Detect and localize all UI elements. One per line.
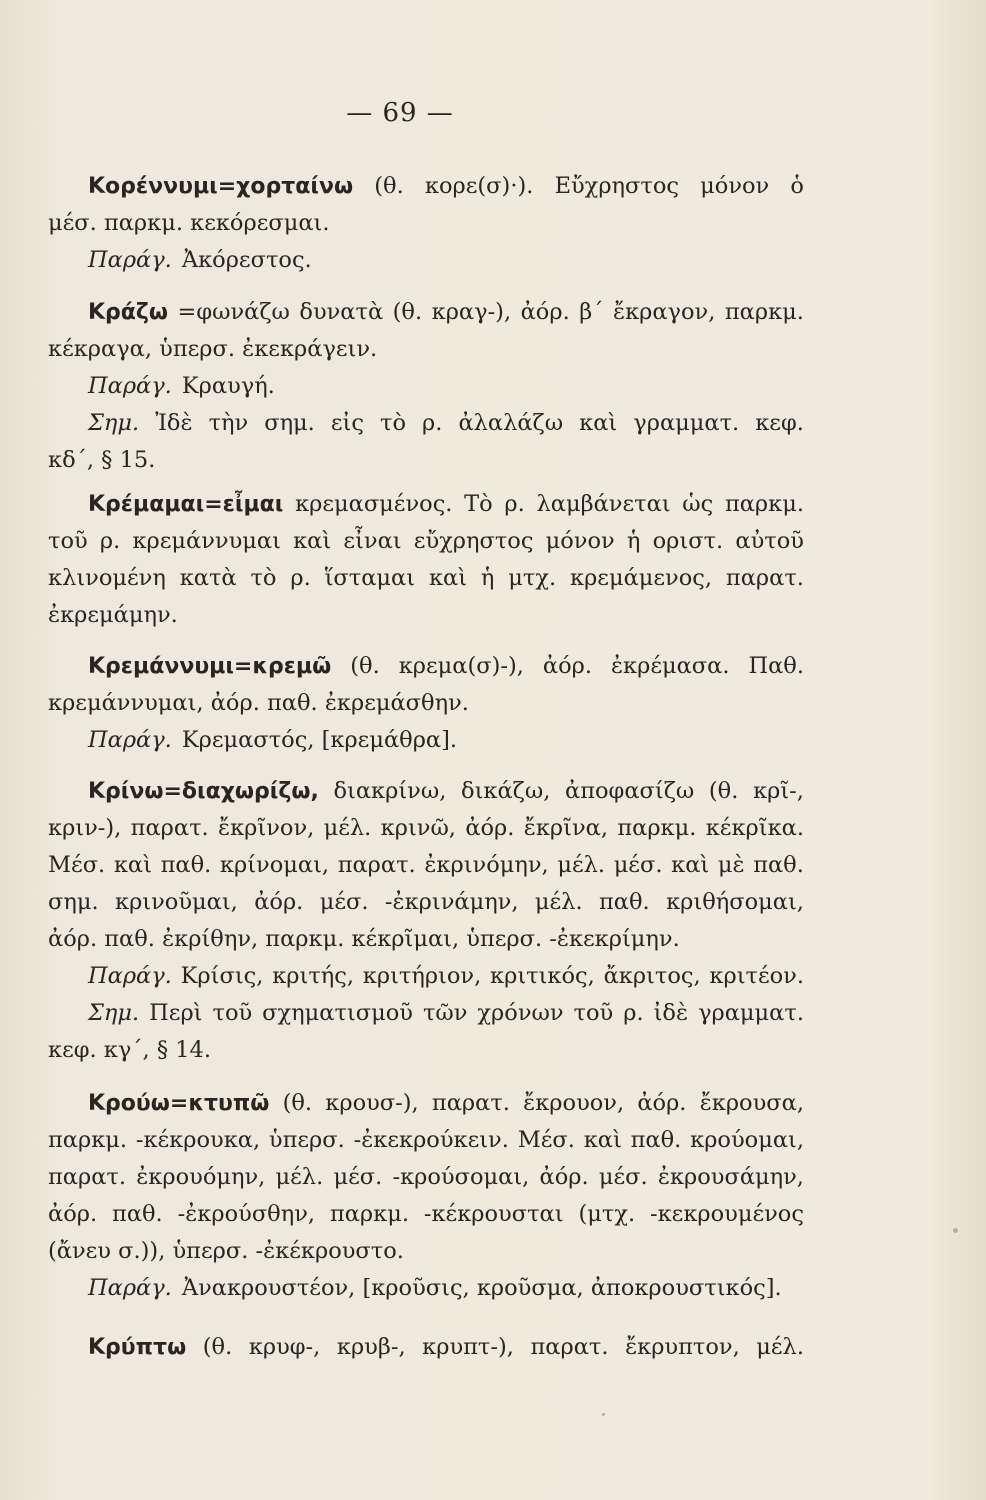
- entry-line: [48, 1233, 804, 1270]
- entry-line: [48, 884, 804, 921]
- word: ἔκραγον,: [613, 299, 716, 325]
- word: κρίνομαι,: [219, 852, 330, 878]
- word: -ἐκρούσθην,: [177, 1201, 316, 1227]
- word: (θ.: [282, 1090, 313, 1116]
- word: μέλ.: [275, 1164, 324, 1190]
- entry-line: [48, 921, 804, 958]
- word: κρεμάμενος,: [570, 565, 713, 591]
- word: δικάζω,: [461, 778, 551, 804]
- text-line: κρεμάννυμαι, ἀόρ. παθ. ἐκρεμάσθην.: [48, 690, 469, 716]
- text-line: Ἀκόρεστος.: [181, 247, 312, 273]
- word: κριν-),: [48, 815, 122, 841]
- word: κριτικός,: [490, 963, 595, 989]
- word: καὶ: [579, 410, 618, 436]
- headword: Κορέννυμι=χορταίνω: [88, 174, 354, 199]
- entry-line: [48, 560, 804, 597]
- word: κριτήριον,: [362, 963, 482, 989]
- word: κριτής,: [272, 963, 354, 989]
- word: ἀόρ.: [542, 653, 592, 679]
- headword: Κράζω: [88, 300, 169, 325]
- label-parag: Παράγ.: [88, 727, 172, 753]
- word: -κέκρουσται: [423, 1201, 564, 1227]
- entry-line: [48, 1270, 804, 1307]
- word: κεφ.: [755, 410, 804, 436]
- entry-krypto: [48, 1329, 804, 1366]
- word: μόνον: [545, 528, 615, 554]
- word: τὸ: [250, 565, 277, 591]
- word: Τὸ: [464, 491, 493, 517]
- word: σχηματισμοῦ: [262, 1000, 413, 1026]
- word: ἔκρουον,: [523, 1090, 625, 1116]
- word: ἰδὲ: [653, 1000, 689, 1026]
- entry-line: [48, 1196, 804, 1233]
- word: τὸ: [380, 410, 406, 436]
- headword: Κρούω=κτυπῶ: [88, 1091, 270, 1116]
- word: καὶ: [293, 528, 332, 554]
- word: (θ.: [374, 173, 404, 199]
- word: ἡ: [626, 528, 641, 554]
- word: ἡ: [480, 565, 495, 591]
- word: τοῦ: [48, 528, 88, 554]
- word: παρατ.: [725, 565, 804, 591]
- word: τοῦ: [573, 1000, 614, 1026]
- entry-line: [48, 242, 804, 279]
- text-line: ἀόρ. παθ. ἐκρίθην, παρκμ. κέκρῖμαι, ὑπερσ. -ἐκεκρίμην.: [48, 926, 680, 952]
- paper-speck: [602, 1413, 605, 1416]
- word: παρκμ.: [617, 815, 697, 841]
- entry-line: [48, 995, 804, 1032]
- word: παρατ.: [530, 1334, 609, 1360]
- word: κρυπτ-),: [422, 1334, 514, 1360]
- word: ἄκριτος,: [603, 963, 701, 989]
- word: γραμματ.: [633, 410, 740, 436]
- word: χρόνων: [477, 1000, 564, 1026]
- label-parag: Παράγ.: [88, 1275, 172, 1301]
- word: κρούομαι,: [690, 1127, 804, 1153]
- word: ρ.: [290, 565, 311, 591]
- word: Ἰδὲ: [155, 410, 193, 436]
- word: οριστ.: [652, 528, 724, 554]
- entry-line: [48, 1329, 804, 1366]
- word: Εὔχρηστος: [554, 173, 679, 199]
- word: παρατ.: [48, 1164, 127, 1190]
- label-parag: Παράγ.: [88, 963, 172, 989]
- word: κρινῶ,: [380, 815, 456, 841]
- word: κριτέον.: [709, 963, 804, 989]
- word: παθ.: [112, 1201, 163, 1227]
- word: καὶ: [671, 852, 710, 878]
- word: κέκρῖκα.: [705, 815, 804, 841]
- word: -ἐκεκρούκειν.: [353, 1127, 509, 1153]
- word: παρκμ.: [329, 1201, 409, 1227]
- word: Μέσ.: [48, 852, 106, 878]
- headword: Κρύπτω: [88, 1335, 187, 1360]
- entry-line: [48, 1085, 804, 1122]
- entry-kremamai: [48, 486, 804, 634]
- word: τοῦ: [212, 1000, 253, 1026]
- entry-line: [48, 648, 804, 685]
- text-line: κέκραγα, ὑπερσ. ἐκεκράγειν.: [48, 336, 378, 362]
- word: Μέσ.: [517, 1127, 575, 1153]
- word: ἀποφασίζω: [565, 778, 695, 804]
- word: ἀόρ.: [48, 1201, 98, 1227]
- word: εἶναι: [343, 528, 402, 554]
- word: ἀλαλάζω: [458, 410, 564, 436]
- word: τῶν: [422, 1000, 468, 1026]
- word: διακρίνω,: [333, 778, 447, 804]
- word: γραμματ.: [698, 1000, 804, 1026]
- word: ἀόρ.: [637, 1090, 687, 1116]
- text-line: (ἄνευ σ.)), ὑπερσ. -ἐκέκρουστο.: [48, 1238, 404, 1264]
- label-parag: Παράγ.: [88, 247, 172, 273]
- word: παθ.: [630, 1127, 682, 1153]
- word: κρεμα(σ)-),: [398, 653, 524, 679]
- word: ἵσταμαι: [324, 565, 416, 591]
- word: δυνατὰ: [299, 299, 384, 325]
- entry-line: [48, 368, 804, 405]
- entry-line: [48, 722, 804, 759]
- word: κρῖ-,: [753, 778, 804, 804]
- word: ἐκρέμασα.: [610, 653, 730, 679]
- entry-line: [48, 810, 804, 847]
- word: ὡς: [682, 491, 714, 517]
- word: μέλ.: [323, 815, 372, 841]
- text-line: κδ΄, § 15.: [48, 447, 156, 473]
- word: ἔκρῖνον,: [218, 815, 315, 841]
- word: ἐκρουσάμην,: [657, 1164, 804, 1190]
- entry-line: [48, 1032, 804, 1069]
- word: μέσ.: [333, 1164, 383, 1190]
- word: μέλ.: [756, 1334, 804, 1360]
- word: μέσ.: [613, 852, 663, 878]
- word: κρινοῦμαι,: [115, 889, 238, 915]
- word: μτχ.: [508, 565, 557, 591]
- word: β΄: [579, 299, 604, 325]
- word: παθ.: [160, 852, 212, 878]
- word: (θ.: [392, 299, 423, 325]
- entry-line: [48, 685, 804, 722]
- text-line: Ἀνακρουστέον, [κροῦσις, κροῦσμα, ἀποκρουστικός].: [181, 1275, 782, 1301]
- word: μέλ.: [534, 889, 583, 915]
- word: (θ.: [350, 653, 380, 679]
- word: κριθήσομαι,: [666, 889, 804, 915]
- word: παρατ.: [337, 852, 416, 878]
- word: κατὰ: [179, 565, 237, 591]
- word: ἔκρυπτον,: [625, 1334, 740, 1360]
- entry-line: [48, 773, 804, 810]
- word: ἀόρ.: [254, 889, 304, 915]
- headword: Κρέμαμαι=εἶμαι: [88, 492, 284, 517]
- word: καὶ: [113, 852, 152, 878]
- word: κρυφ-,: [248, 1334, 321, 1360]
- word: (μτχ.: [578, 1201, 636, 1227]
- page-number: — 69 —: [346, 98, 454, 128]
- word: ἔκρῖνα,: [523, 815, 608, 841]
- word: -κεκρουμένος: [650, 1201, 804, 1227]
- word: -κέκρουκα,: [135, 1127, 261, 1153]
- word: παρκμ.: [724, 299, 804, 325]
- entry-line: [48, 523, 804, 560]
- word: μέλ.: [557, 852, 606, 878]
- entry-line: [48, 331, 804, 368]
- word: παρατ.: [130, 815, 209, 841]
- word: παθ.: [753, 852, 804, 878]
- word: =φωνάζω: [177, 299, 290, 325]
- label-parag: Παράγ.: [88, 373, 172, 399]
- entry-line: [48, 1122, 804, 1159]
- entry-korennymi: [48, 168, 804, 279]
- word: κρεμασμένος.: [295, 491, 453, 517]
- entry-krouo: [48, 1085, 804, 1307]
- entry-line: [48, 294, 804, 331]
- text-line: Κραυγή.: [181, 373, 275, 399]
- word: κλινομένη: [48, 565, 166, 591]
- word: ἐκρινόμην,: [424, 852, 549, 878]
- word: ρ.: [504, 491, 525, 517]
- text-line: κεφ. κγ΄, § 14.: [48, 1037, 212, 1063]
- entry-line: [48, 597, 804, 634]
- entry-line: [48, 958, 804, 995]
- text-line: μέσ. παρκμ. κεκόρεσμαι.: [48, 210, 330, 236]
- entry-krazo: [48, 294, 804, 479]
- word: παρκμ.: [724, 491, 804, 517]
- word: ἔκρουσα,: [699, 1090, 804, 1116]
- word: μὲ: [717, 852, 745, 878]
- word: κορε(σ)·).: [424, 173, 534, 199]
- word: κραγ-),: [431, 299, 512, 325]
- word: λαμβάνεται: [536, 491, 671, 517]
- word: σημ.: [48, 889, 99, 915]
- word: Κρίσις,: [180, 963, 264, 989]
- paper-speck: [953, 1228, 958, 1233]
- entry-line: [48, 847, 804, 884]
- word: κρυβ-,: [336, 1334, 406, 1360]
- word: καὶ: [428, 565, 468, 591]
- word: αὐτοῦ: [735, 528, 804, 554]
- entry-line: [48, 168, 804, 205]
- entry-krino: [48, 773, 804, 1069]
- headword: Κρεμάννυμι=κρεμῶ: [88, 654, 332, 679]
- word: ἐκρουόμην,: [136, 1164, 266, 1190]
- word: ρ.: [422, 410, 443, 436]
- word: κρεμάννυμαι: [132, 528, 281, 554]
- word: Παθ.: [748, 653, 804, 679]
- word: -κρούσομαι,: [392, 1164, 530, 1190]
- word: μέσ.: [319, 889, 369, 915]
- word: μέσ.: [598, 1164, 648, 1190]
- word: καὶ: [583, 1127, 622, 1153]
- word: ἀόρ.: [465, 815, 515, 841]
- word: Περὶ: [149, 1000, 203, 1026]
- word: σημ.: [264, 410, 315, 436]
- word: κρουσ-),: [325, 1090, 419, 1116]
- label-sim: Σημ.: [88, 410, 140, 436]
- word: εἰς: [330, 410, 364, 436]
- label-sim: Σημ.: [88, 1000, 140, 1026]
- word: ὁ: [790, 173, 804, 199]
- entry-line: [48, 486, 804, 523]
- word: ρ.: [99, 528, 121, 554]
- word: (θ.: [202, 1334, 233, 1360]
- word: παρατ.: [431, 1090, 510, 1116]
- word: παθ.: [599, 889, 650, 915]
- entry-line: [48, 1159, 804, 1196]
- entry-line: [48, 405, 804, 442]
- entry-line: [48, 442, 804, 479]
- entry-kremannymi: [48, 648, 804, 759]
- word: ἀόρ.: [520, 299, 570, 325]
- word: (θ.: [708, 778, 739, 804]
- word: ρ.: [623, 1000, 644, 1026]
- word: παρκμ.: [48, 1127, 128, 1153]
- word: ἀόρ.: [539, 1164, 589, 1190]
- word: εὔχρηστος: [413, 528, 534, 554]
- word: -ἐκρινάμην,: [384, 889, 519, 915]
- word: ὑπερσ.: [268, 1127, 345, 1153]
- word: μόνον: [700, 173, 770, 199]
- text-line: ἐκρεμάμην.: [48, 602, 178, 628]
- entry-line: [48, 205, 804, 242]
- text-line: Κρεμαστός, [κρεμάθρα].: [181, 727, 458, 753]
- headword: Κρίνω=διαχωρίζω,: [88, 779, 319, 804]
- word: τὴν: [208, 410, 249, 436]
